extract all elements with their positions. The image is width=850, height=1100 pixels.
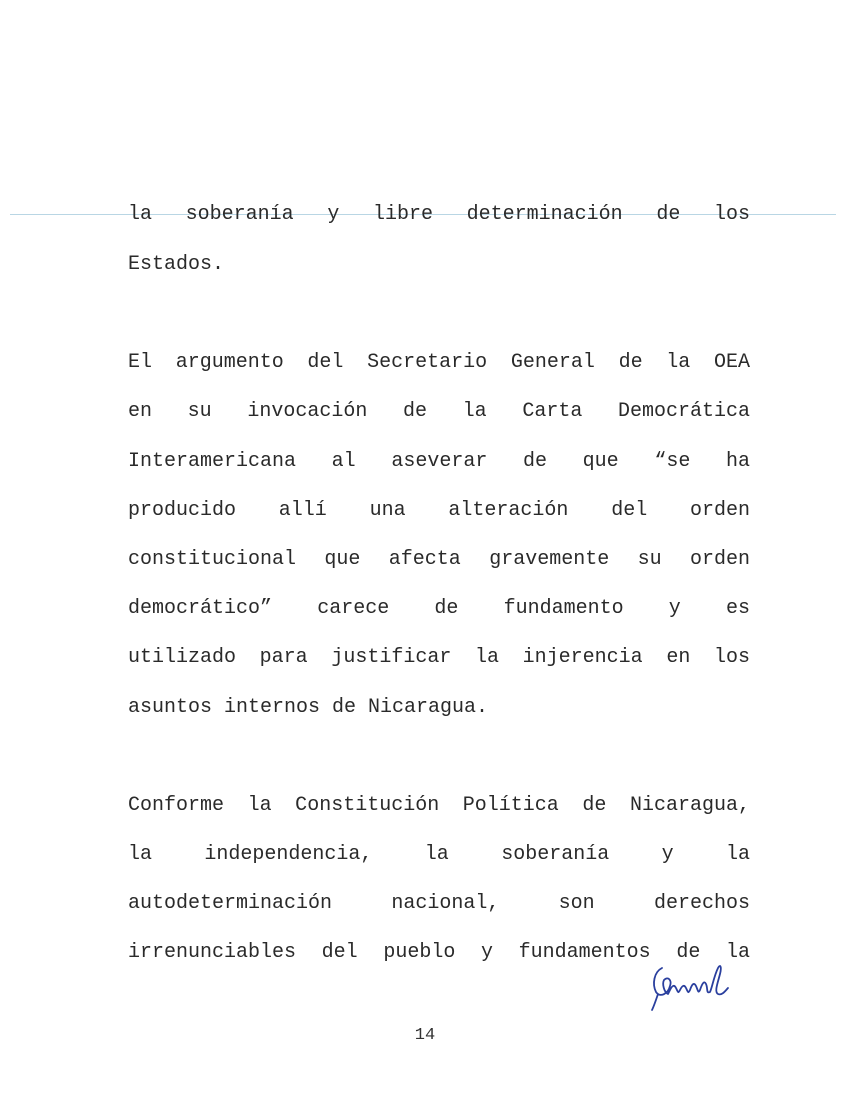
text-line: democrático” carece de fundamento y es	[128, 597, 750, 620]
handwritten-initials-signature	[648, 962, 734, 1012]
text-line: Estados.	[128, 253, 225, 276]
text-line: irrenunciables del pueblo y fundamentos de la	[128, 941, 750, 964]
text-line: la soberanía y libre determinación de los	[128, 203, 750, 226]
text-line: autodeterminación nacional, son derechos	[128, 892, 750, 915]
text-line: utilizado para justificar la injerencia en los	[128, 646, 750, 669]
text-line: Conforme la Constitución Política de Nicaragua,	[128, 794, 750, 817]
text-line: producido allí una alteración del orden	[128, 499, 750, 522]
text-line: constitucional que afecta gravemente su orden	[128, 548, 750, 571]
page-number: 14	[414, 1026, 436, 1045]
text-line: asuntos internos de Nicaragua.	[128, 696, 489, 719]
text-line: Interamericana al aseverar de que “se ha	[128, 450, 750, 473]
text-line: la independencia, la soberanía y la	[128, 843, 750, 866]
text-line: El argumento del Secretario General de la OEA	[128, 351, 750, 374]
text-line: en su invocación de la Carta Democrática	[128, 400, 750, 423]
